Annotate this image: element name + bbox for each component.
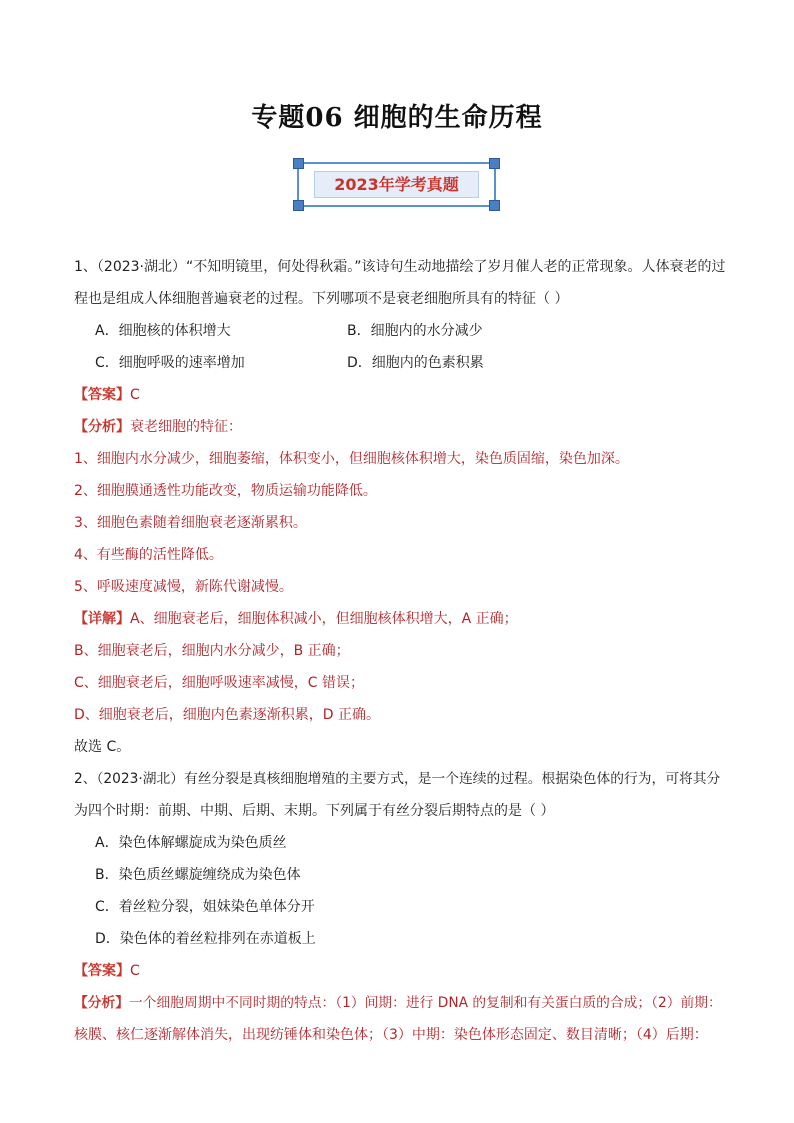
q2-stem-line-1: 2、（2023·湖北）有丝分裂是真核细胞增殖的主要方式，是一个连续的过程。根据染色体的行为，可将其分 — [74, 771, 721, 787]
q2-analysis — [74, 993, 722, 1013]
answer-tag: 【答案】 — [74, 963, 130, 979]
q1-stem-line-1: 1、（2023·湖北）“不知明镜里，何处得秋霜。”该诗句生动地描绘了岁月催人老的正常现象。人体衰老的过 — [74, 259, 726, 275]
analysis-text: 一个细胞周期中不同时期的特点：（1）间期：进行 DNA 的复制和有关蛋白质的合成；（2）前期： — [129, 995, 722, 1011]
q1-option-d: D．细胞内的色素积累 — [347, 355, 484, 371]
q2-option-a: A．染色体解螺旋成为染色质丝 — [95, 835, 287, 851]
detail-line: A、细胞衰老后，细胞体积减小，但细胞核体积增大，A 正确； — [130, 611, 518, 627]
answer-value: C — [130, 963, 140, 979]
q2-option-b: B．染色质丝螺旋缠绕成为染色体 — [95, 867, 301, 883]
q1-option-c: C．细胞呼吸的速率增加 — [95, 355, 245, 371]
analysis-point: 4、有些酶的活性降低。 — [74, 547, 223, 563]
analysis-intro: 衰老细胞的特征： — [130, 419, 242, 435]
q2-option-d: D．染色体的着丝粒排列在赤道板上 — [95, 931, 316, 947]
detail-line: C、细胞衰老后，细胞呼吸速率减慢，C 错误； — [74, 675, 364, 691]
q1-detail — [74, 609, 518, 629]
detail-line: B、细胞衰老后，细胞内水分减少，B 正确； — [74, 643, 350, 659]
analysis-tag: 【分析】 — [74, 995, 130, 1011]
answer-value: C — [130, 387, 140, 403]
q1-analysis — [74, 417, 242, 437]
analysis-point: 5、呼吸速度减慢，新陈代谢减慢。 — [74, 579, 293, 595]
q1-option-b: B．细胞内的水分减少 — [347, 323, 483, 339]
q1-option-a: A．细胞核的体积增大 — [95, 323, 231, 339]
analysis-point: 3、细胞色素随着细胞衰老逐渐累积。 — [74, 515, 307, 531]
analysis-tag: 【分析】 — [74, 419, 130, 435]
detail-tag: 【详解】 — [74, 611, 130, 627]
analysis-point: 2、细胞膜通透性功能改变，物质运输功能降低。 — [74, 483, 377, 499]
banner-corner — [293, 158, 304, 169]
q2-option-c: C．着丝粒分裂，姐妹染色单体分开 — [95, 899, 315, 915]
banner-corner — [293, 200, 304, 211]
q2-answer — [74, 961, 140, 981]
q1-stem-line-2: 程也是组成人体细胞普遍衰老的过程。下列哪项不是衰老细胞所具有的特征（ ） — [74, 291, 569, 307]
page-title: 专题06 细胞的生命历程 — [251, 103, 543, 133]
answer-tag: 【答案】 — [74, 387, 130, 403]
banner-corner — [489, 158, 500, 169]
detail-line: D、细胞衰老后，细胞内色素逐渐积累，D 正确。 — [74, 707, 381, 723]
section-banner — [297, 162, 496, 207]
banner-label: 2023年学考真题 — [314, 171, 479, 198]
q2-stem-line-2: 为四个时期：前期、中期、后期、末期。下列属于有丝分裂后期特点的是（ ） — [74, 803, 555, 819]
analysis-text: 核膜、核仁逐渐解体消失，出现纺锤体和染色体；（3）中期：染色体形态固定、数目清晰；（4）后期： — [74, 1027, 708, 1043]
analysis-point: 1、细胞内水分减少，细胞萎缩，体积变小，但细胞核体积增大，染色质固缩，染色加深。 — [74, 451, 629, 467]
q1-conclusion: 故选 C。 — [74, 739, 131, 755]
banner-corner — [489, 200, 500, 211]
q1-answer — [74, 385, 140, 405]
